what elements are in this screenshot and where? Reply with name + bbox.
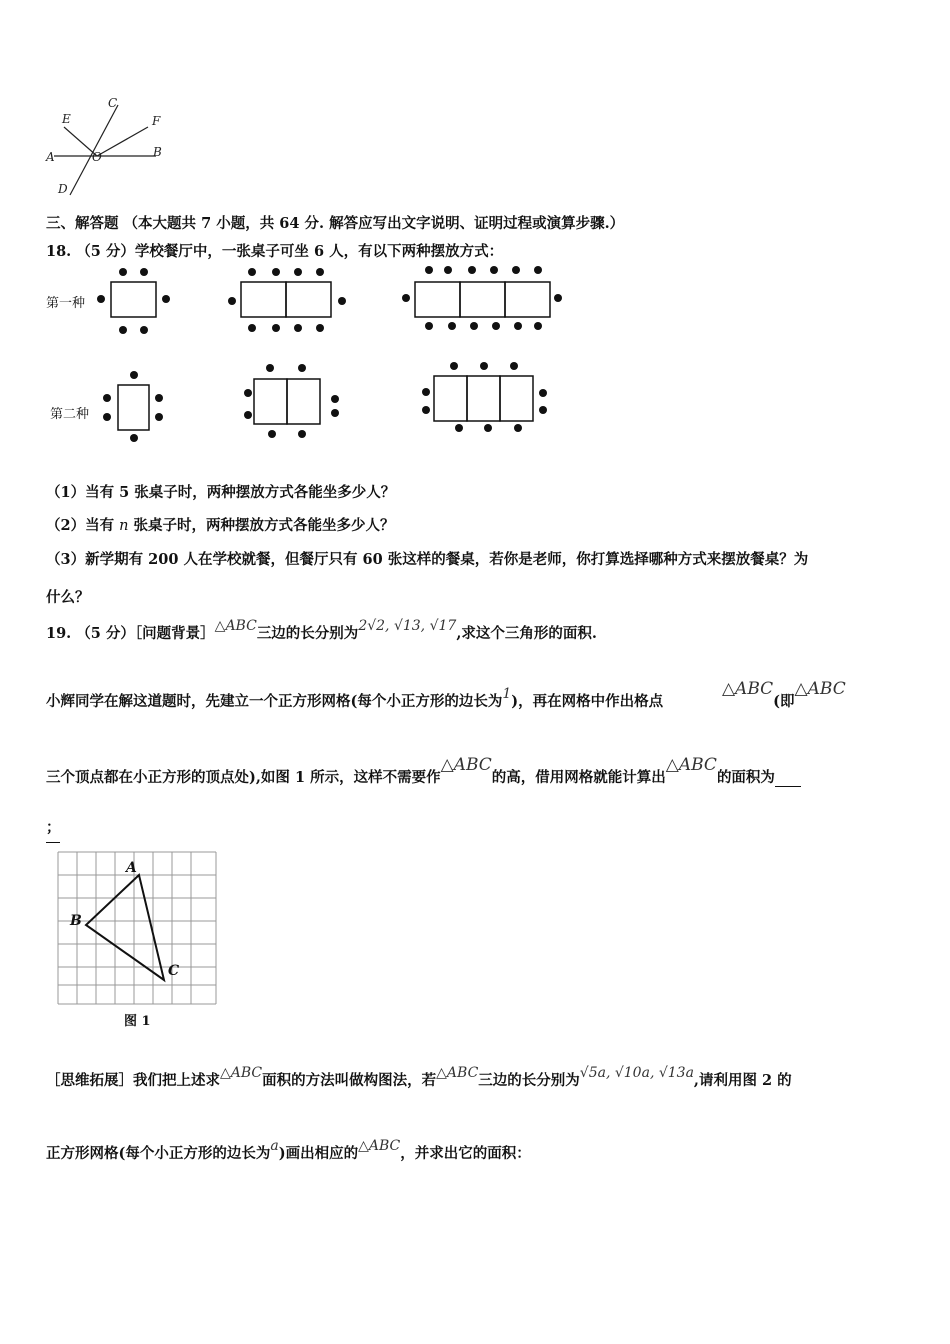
unit-a: a (270, 1138, 279, 1154)
q18-sub3-line1: （3）新学期有 200 人在学校就餐，但餐厅只有 60 张这样的餐桌，若你是老师，你打算选择哪种方式来摆放餐桌？为 (46, 551, 809, 568)
answer-blank-tail (46, 842, 60, 843)
label-d: D (58, 182, 68, 196)
grid-figure-1 (46, 845, 226, 1035)
table-2b-2 (287, 379, 320, 424)
q19-line5: ［思维拓展］我们把上述求△ABC面积的方法叫做构图法，若△ABC三边的长分别为√5a, √10a, √13a,请利用图 2 的 (46, 1065, 792, 1089)
label-a: A (46, 150, 55, 164)
table-3b-2 (467, 376, 500, 421)
label-o: O (92, 150, 102, 164)
table-3b-3 (500, 376, 533, 421)
row1-label: 第一种 (46, 296, 86, 311)
table-2a-2 (286, 282, 331, 317)
answer-blank[interactable] (775, 772, 801, 787)
table-3a-2 (460, 282, 505, 317)
table-3a-1 (415, 282, 460, 317)
q18-sub1: （1）当有 5 张桌子时，两种摆放方式各能坐多少人？ (46, 484, 396, 501)
triangle-abc (86, 875, 164, 980)
seats (97, 266, 562, 442)
label-f: F (152, 114, 161, 128)
table-1b (118, 385, 149, 430)
grid-label-b: B (70, 913, 82, 929)
table-3b-1 (434, 376, 467, 421)
ray-of (97, 127, 148, 156)
q18-sub3-line2: 什么？ (46, 589, 90, 606)
q19-line1: 19. （5 分）［问题背景］△ABC三边的长分别为2√2, √13, √17,求这个三角形的面积. (46, 618, 597, 642)
q19-line4: ； (46, 819, 61, 836)
tri-abc: △ABC (214, 618, 257, 634)
grid-label-a: A (126, 860, 137, 876)
table-2a-1 (241, 282, 286, 317)
table-3a-3 (505, 282, 550, 317)
unit-1: 1 (502, 686, 512, 702)
section-heading: 三、解答题 （本大题共 7 小题，共 64 分. 解答应写出文字说明、证明过程或演算步骤.） (46, 215, 625, 232)
label-c: C (108, 96, 118, 110)
figure-caption: 图 1 (124, 1014, 151, 1029)
label-b: B (153, 145, 162, 159)
sides-1: 2√2, √13, √17 (358, 618, 457, 634)
table-arrangement-figure (90, 262, 580, 452)
table-1a (111, 282, 156, 317)
angle-figure (40, 95, 180, 205)
label-e: E (62, 112, 71, 126)
q18-sub2: （2）当有 n 张桌子时，两种摆放方式各能坐多少人？ (46, 517, 395, 534)
sides-2: √5a, √10a, √13a (579, 1065, 694, 1081)
q19-line2: 小辉同学在解这道题时，先建立一个正方形网格(每个小正方形的边长为1)，再在网格中作出格点△ABC(即△ABC (46, 679, 846, 710)
q18-stem: 18. （5 分）学校餐厅中，一张桌子可坐 6 人，有以下两种摆放方式： (46, 243, 504, 260)
q19-line6: 正方形网格(每个小正方形的边长为a)画出相应的△ABC，并求出它的面积： (46, 1138, 531, 1162)
grid-label-c: C (168, 963, 180, 979)
table-2b-1 (254, 379, 287, 424)
q19-line3: 三个顶点都在小正方形的顶点处),如图 1 所示，这样不需要作△ABC的高，借用网格就能计算出△ABC的面积为 (46, 766, 801, 787)
row2-label: 第二种 (50, 407, 90, 422)
